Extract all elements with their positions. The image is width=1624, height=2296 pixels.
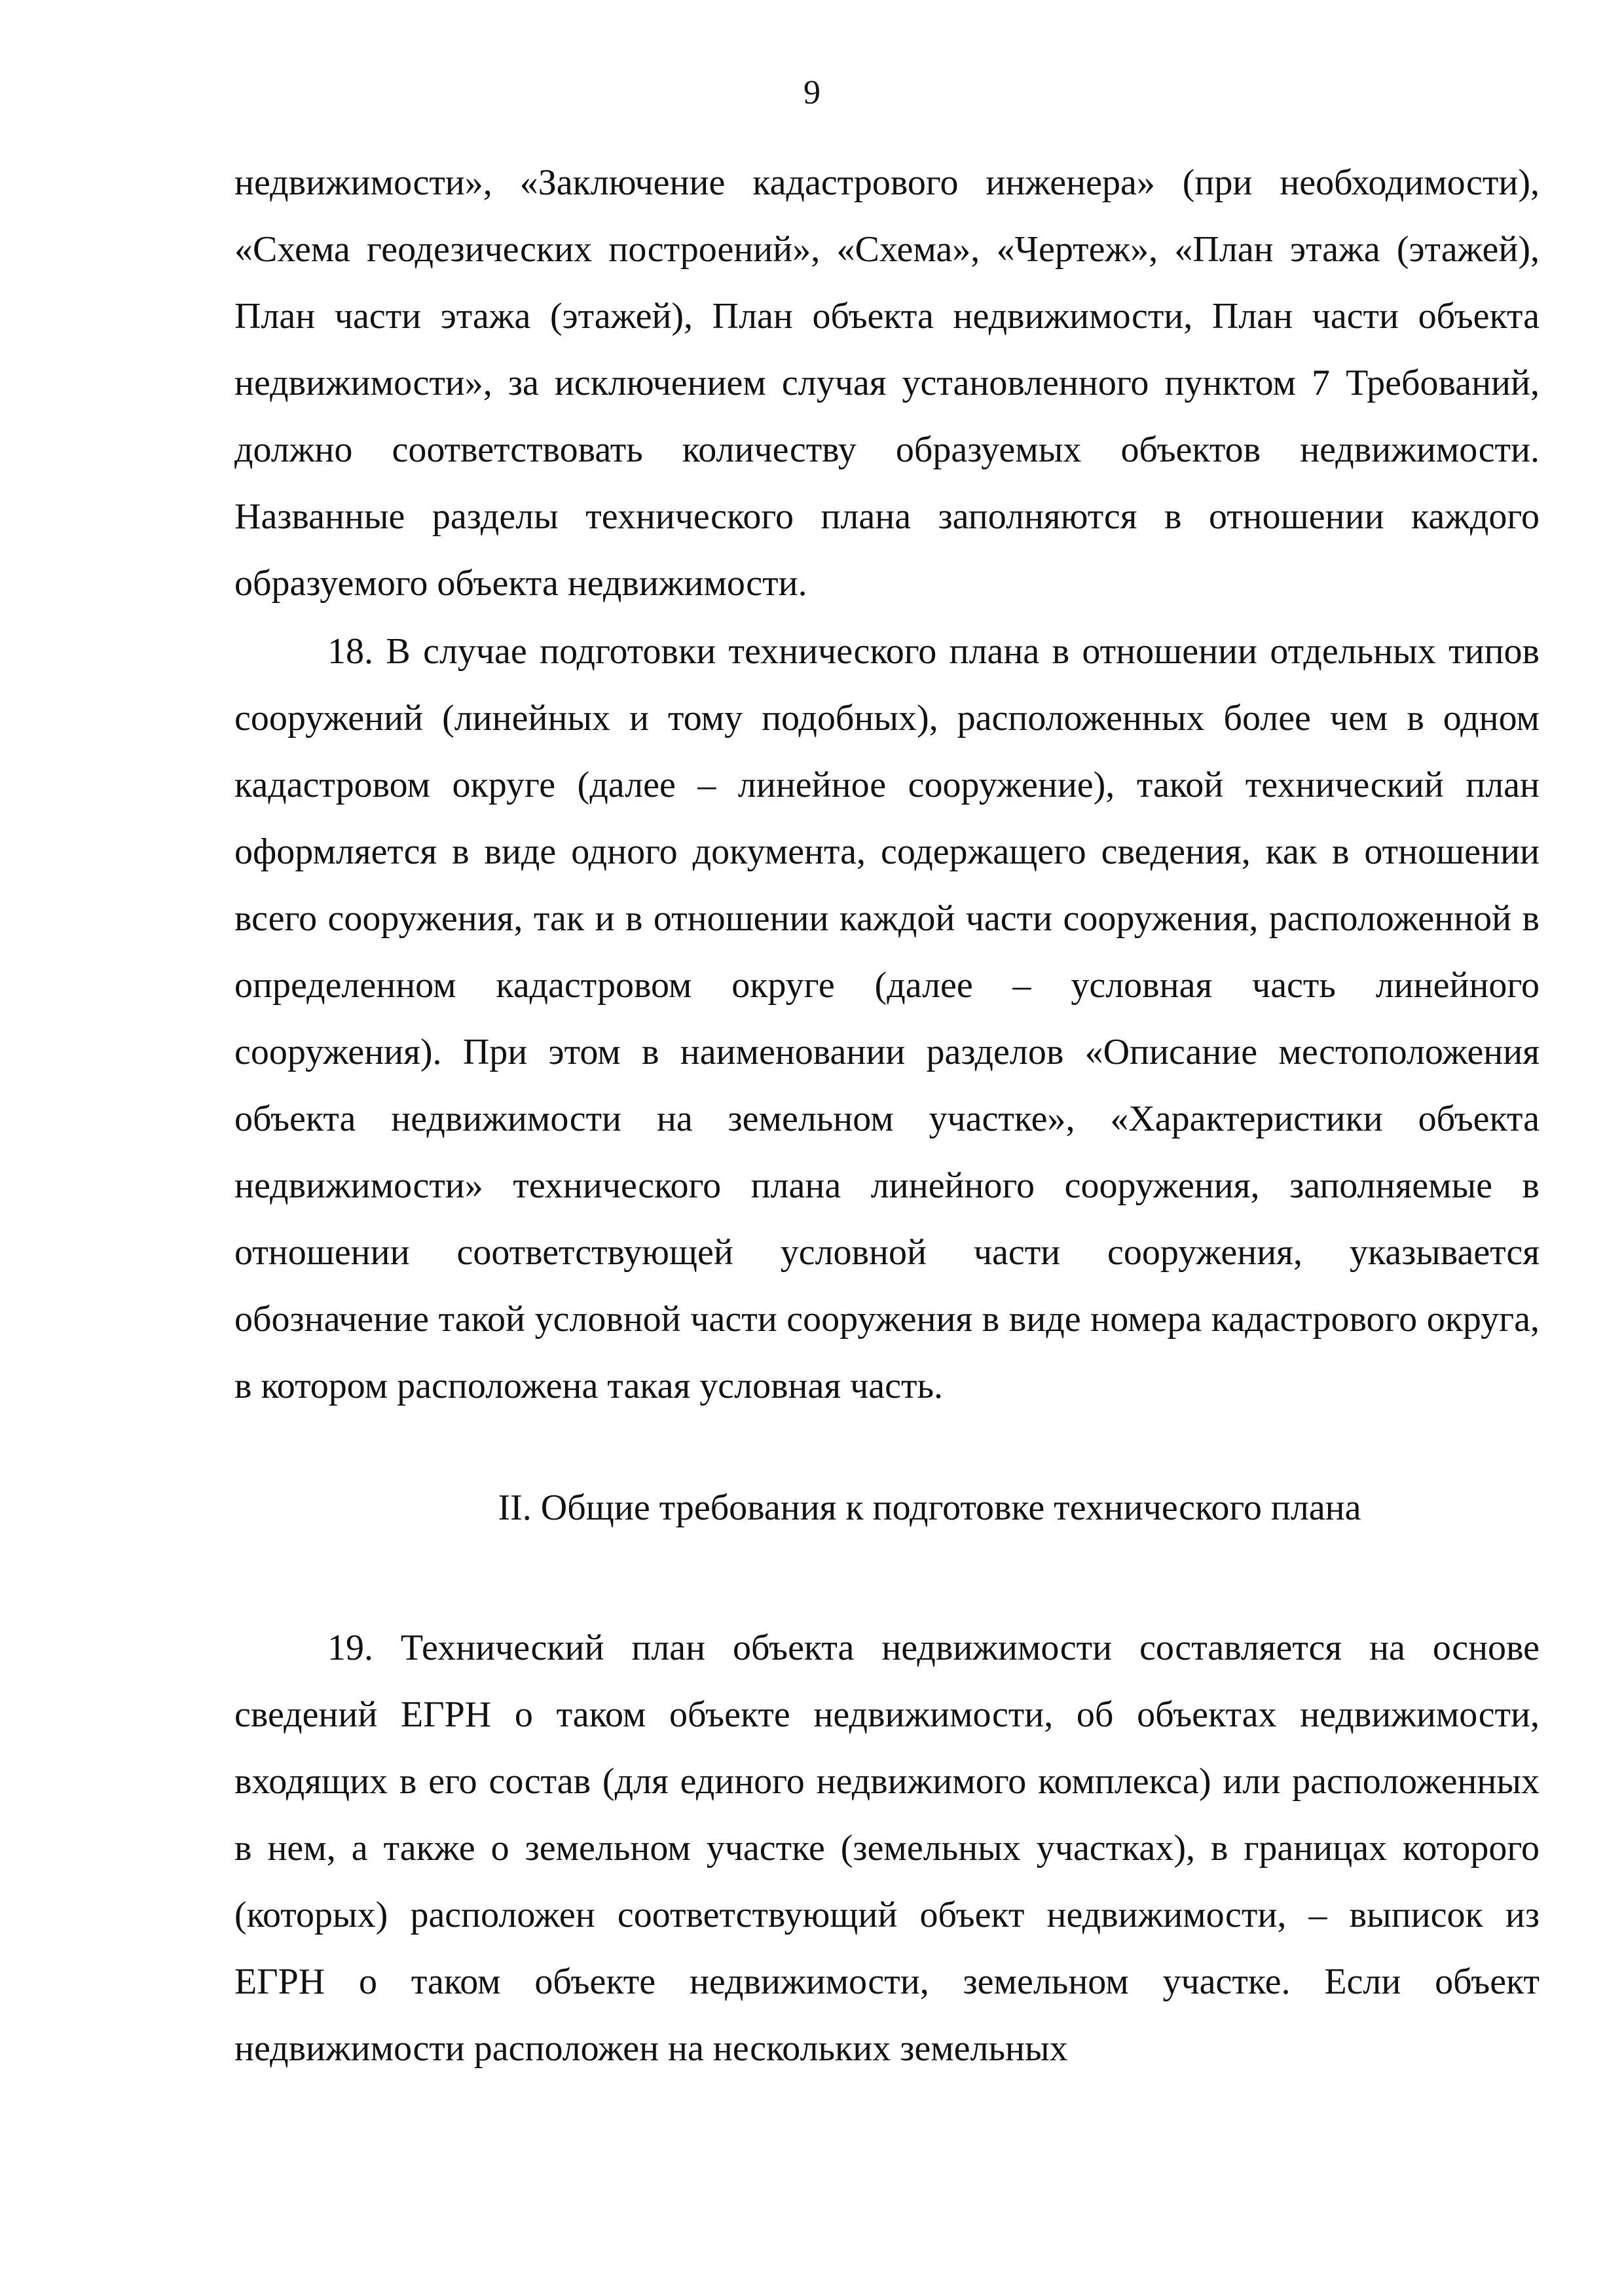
- page-number: 9: [803, 74, 821, 111]
- paragraph-18: 18. В случае подготовки технического плана в отношении отдельных типов сооружений (линейных и тому подобных), расположенных более чем в одном кадастровом округе (далее – линейное сооружение), такой технический план оформляется в виде одного документа, содержащего сведения, как в отношении всего сооружения, так и в отношении каждой части сооружения, расположенной в определенном кадастровом округе (далее – условная часть линейного сооружения). При этом в наименовании разделов «Описание местоположения объекта недвижимости на земельном участке», «Характеристики объекта недвижимости» технического плана линейного сооружения, заполняемые в отношении соответствующей условной части сооружения, указывается обозначение такой условной части сооружения в виде номера кадастрового округа, в котором расположена такая условная часть.: [234, 631, 1540, 1406]
- section-heading: II. Общие требования к подготовке технического плана: [498, 1487, 1361, 1528]
- paragraph-19: 19. Технический план объекта недвижимости составляется на основе сведений ЕГРН о таком объекте недвижимости, об объектах недвижимости, входящих в его состав (для единого недвижимого комплекса) или расположенных в нем, а также о земельном участке (земельных участках), в границах которого (которых) расположен соответствующий объект недвижимости, – выписок из ЕГРН о таком объекте недвижимости, земельном участке. Если объект недвижимости расположен на нескольких земельных: [234, 1628, 1540, 2069]
- paragraph-continuation: недвижимости», «Заключение кадастрового инженера» (при необходимости), «Схема геодезических построений», «Схема», «Чертеж», «План этажа (этажей), План части этажа (этажей), План объекта недвижимости, План части объекта недвижимости», за исключением случая установленного пунктом 7 Требований, должно соответствовать количеству образуемых объектов недвижимости. Названные разделы технического плана заполняются в отношении каждого образуемого объекта недвижимости.: [234, 162, 1540, 604]
